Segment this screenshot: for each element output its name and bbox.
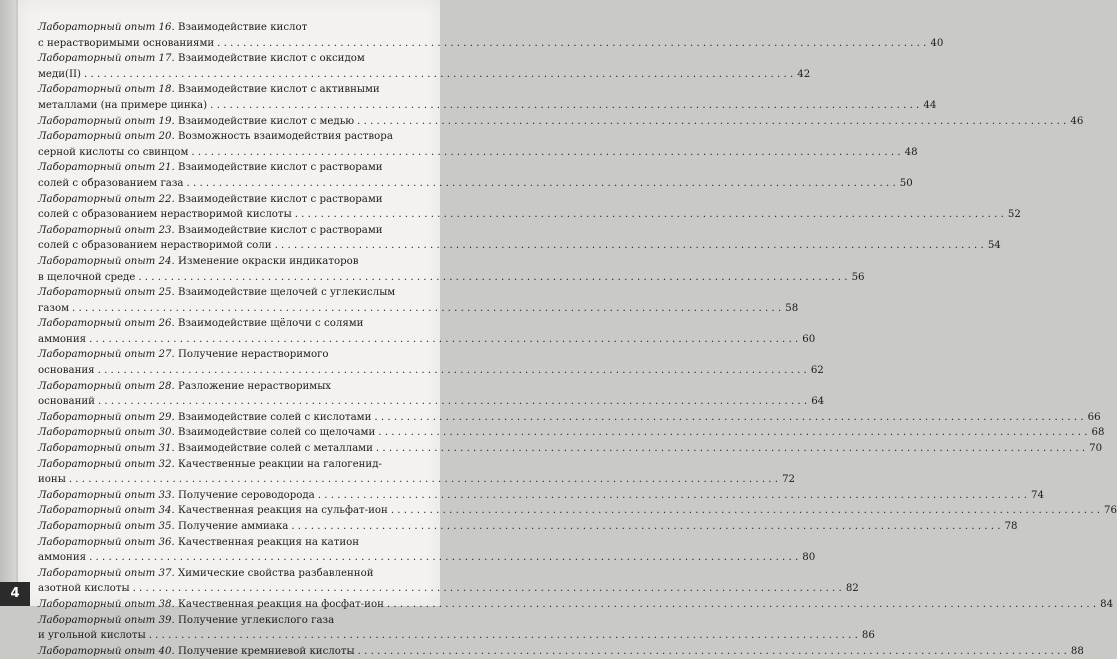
toc-entry-title: Взаимодействие кислот <box>178 22 308 33</box>
toc-text <box>38 488 315 504</box>
toc-text <box>38 20 307 36</box>
toc-line <box>38 192 432 208</box>
toc-text <box>38 332 86 348</box>
toc-entry-label: Лабораторный опыт 32. <box>38 458 175 470</box>
toc-page-number: 48 <box>904 146 918 158</box>
toc-entry-title: ионы <box>38 474 66 486</box>
toc-entry-label: Лабораторный опыт 18. <box>38 84 175 96</box>
toc-entry-label: Лабораторный опыт 27. <box>38 349 175 361</box>
toc-entry-title: солей с образованием нерастворимой соли <box>38 240 272 252</box>
toc-page-number: 80 <box>802 552 816 564</box>
toc-line <box>38 379 432 395</box>
dot-leader <box>275 238 984 254</box>
dot-leader <box>187 176 896 192</box>
toc-text <box>38 519 288 535</box>
toc-line <box>38 270 865 286</box>
toc-entry-title: Взаимодействие солей с кислотами <box>178 411 372 423</box>
toc-line <box>38 238 1001 254</box>
page-number: 4 <box>0 582 30 606</box>
toc-line <box>38 472 796 488</box>
toc-entry-label: Лабораторный опыт 36. <box>38 536 175 548</box>
toc-line <box>38 410 1101 426</box>
toc-entry-title: Взаимодействие солей с металлами <box>178 443 373 455</box>
toc-text <box>38 145 188 161</box>
toc-entry-label: Лабораторный опыт 39. <box>38 614 175 626</box>
toc-entry-title: Химические свойства разбавленной <box>178 567 374 579</box>
toc-line <box>38 441 1103 457</box>
toc-text <box>38 644 355 659</box>
toc-page-number: 72 <box>782 474 796 486</box>
toc-entry-title: Получение кремниевой кислоты <box>178 645 355 657</box>
toc-entry-label: Лабораторный опыт 31. <box>38 443 175 455</box>
toc-entry-title: в щелочной среде <box>38 271 136 283</box>
toc-line <box>38 285 432 301</box>
toc-line <box>38 114 1084 130</box>
toc-line <box>38 628 875 644</box>
toc-line <box>38 503 1117 519</box>
dot-leader <box>149 628 858 644</box>
toc-line <box>38 176 913 192</box>
toc-entry-title: оснований <box>38 396 95 408</box>
toc-entry-title: Изменение окраски индикаторов <box>178 255 359 267</box>
toc-entry-label: Лабораторный опыт 24. <box>38 255 175 267</box>
toc-line <box>38 129 432 145</box>
toc-entry-label: Лабораторный опыт 17. <box>38 53 175 65</box>
toc-page-number: 46 <box>1070 115 1084 127</box>
toc-page-number: 82 <box>845 583 859 595</box>
dot-leader <box>98 394 807 410</box>
toc-text <box>38 129 393 145</box>
toc-entry-label: Лабораторный опыт 33. <box>38 489 175 501</box>
toc-entry-label: Лабораторный опыт 23. <box>38 224 175 236</box>
toc-line <box>38 519 1018 535</box>
toc-text <box>38 535 359 551</box>
toc-entry-label: Лабораторный опыт 21. <box>38 162 175 174</box>
toc-text <box>38 316 363 332</box>
dot-leader <box>295 207 1004 223</box>
toc-entry-title: Возможность взаимодействия раствора <box>178 131 393 143</box>
toc-page-number: 64 <box>811 396 825 408</box>
toc-line <box>38 457 432 473</box>
dot-leader <box>374 410 1083 426</box>
dot-leader <box>391 503 1100 519</box>
toc-line <box>38 488 1044 504</box>
toc-page-number: 60 <box>802 333 816 345</box>
dot-leader <box>138 270 847 286</box>
dot-leader <box>358 644 1067 659</box>
toc-line <box>38 160 432 176</box>
toc-entry-title: Качественная реакция на фосфат-ион <box>178 598 384 610</box>
toc-text <box>38 628 146 644</box>
toc-entry-title: Взаимодействие кислот с активными <box>178 84 380 96</box>
toc-text <box>38 223 383 239</box>
toc-page-number: 56 <box>851 271 865 283</box>
toc-text <box>38 270 135 286</box>
toc-entry-title: основания <box>38 365 95 377</box>
toc-page-number: 40 <box>930 37 944 49</box>
toc-entry-title: Качественная реакция на сульфат-ион <box>178 505 388 517</box>
toc-line <box>38 36 944 52</box>
dot-leader <box>69 472 778 488</box>
toc-text <box>38 192 383 208</box>
toc-text <box>38 597 384 613</box>
toc-entry-label: Лабораторный опыт 35. <box>38 521 175 532</box>
toc-line <box>38 550 816 566</box>
toc-text <box>38 566 374 582</box>
toc-entry-title: азотной кислоты <box>38 583 130 595</box>
toc-entry-title: Качественные реакции на галогенид- <box>178 458 382 470</box>
toc-text <box>38 363 95 379</box>
toc-page-number: 50 <box>899 177 913 189</box>
toc-entry-label: Лабораторный опыт 37. <box>38 567 175 579</box>
toc-text <box>38 301 69 317</box>
toc-entry-label: Лабораторный опыт 19. <box>38 115 175 127</box>
toc-line <box>38 316 432 332</box>
dot-leader <box>357 114 1066 130</box>
toc-page-number: 42 <box>797 68 811 80</box>
toc-line <box>38 301 799 317</box>
toc-entry-label: Лабораторный опыт 38. <box>38 598 175 610</box>
toc-text <box>38 254 359 270</box>
toc-line <box>38 207 1021 223</box>
toc-page-number: 86 <box>861 630 875 642</box>
dot-leader <box>89 332 798 348</box>
toc-entry-title: с нерастворимыми основаниями <box>38 37 215 49</box>
toc-line <box>38 254 432 270</box>
toc-line <box>38 613 432 629</box>
toc-entry-title: металлами (на примере цинка) <box>38 99 208 111</box>
toc-entry-title: и угольной кислоты <box>38 630 146 642</box>
dot-leader <box>84 67 793 83</box>
dot-leader <box>376 441 1085 457</box>
toc-page-number: 88 <box>1070 645 1084 657</box>
toc-entry-title: Взаимодействие кислот с растворами <box>178 162 383 174</box>
toc-entry-title: солей с образованием газа <box>38 177 184 189</box>
toc-text <box>38 51 365 67</box>
dot-leader <box>318 488 1027 504</box>
dot-leader <box>191 145 900 161</box>
dot-leader <box>387 597 1096 613</box>
toc-text <box>38 114 354 130</box>
toc-line <box>38 597 1114 613</box>
toc-line <box>38 347 432 363</box>
toc-text <box>38 581 130 597</box>
toc-text <box>38 67 81 83</box>
toc-line <box>38 20 432 36</box>
toc-line <box>38 67 811 83</box>
toc-text <box>38 613 334 629</box>
toc-text <box>38 441 373 457</box>
toc-line <box>38 644 1084 659</box>
toc-text <box>38 98 207 114</box>
toc-page-number: 44 <box>923 99 937 111</box>
toc-line <box>38 145 918 161</box>
dot-leader <box>378 425 1087 441</box>
toc-line <box>38 82 432 98</box>
dot-leader <box>89 550 798 566</box>
toc-entry-label: Лабораторный опыт 20. <box>38 131 175 143</box>
toc-entry-title: серной кислоты со свинцом <box>38 146 189 158</box>
toc-entry-label: Лабораторный опыт 26. <box>38 318 175 330</box>
toc-line <box>38 394 825 410</box>
toc-page-number: 66 <box>1087 411 1101 423</box>
toc-entry-title: Взаимодействие кислот с медью <box>178 115 355 127</box>
toc-entry-title: аммония <box>38 552 87 564</box>
toc-entry-title: Взаимодействие щёлочи с солями <box>178 318 364 330</box>
toc-text <box>38 160 383 176</box>
toc-text <box>38 176 184 192</box>
toc-entry-label: Лабораторный опыт 30. <box>38 427 175 439</box>
toc-entry-title: газом <box>38 302 70 314</box>
toc-text <box>38 394 95 410</box>
toc-entry-label: Лабораторный опыт 25. <box>38 287 175 299</box>
toc-entry-title: Взаимодействие кислот с растворами <box>178 224 383 236</box>
toc-entry-label: Лабораторный опыт 16. <box>38 22 175 33</box>
toc-entry-title: аммония <box>38 333 87 345</box>
toc-line <box>38 535 432 551</box>
toc-page-number: 74 <box>1031 489 1044 501</box>
toc-page-number: 76 <box>1104 505 1117 517</box>
toc-line <box>38 223 432 239</box>
toc-text <box>38 425 375 441</box>
toc-line <box>38 51 432 67</box>
toc-entry-title: меди(II) <box>38 68 82 80</box>
toc-entry-label: Лабораторный опыт 29. <box>38 411 175 423</box>
toc-line <box>38 425 1105 441</box>
toc-page-number: 58 <box>785 302 799 314</box>
dot-leader <box>133 581 842 597</box>
toc-entry-label: Лабораторный опыт 34. <box>38 505 175 517</box>
toc-entry-title: Разложение нерастворимых <box>178 380 332 392</box>
table-of-contents <box>38 20 1117 659</box>
toc-entry-label: Лабораторный опыт 40. <box>38 645 175 657</box>
toc-text <box>38 36 214 52</box>
toc-entry-title: Получение сероводорода <box>178 489 315 501</box>
toc-entry-title: Взаимодействие кислот с растворами <box>178 193 383 205</box>
toc-text <box>38 457 382 473</box>
toc-page-number: 78 <box>1004 521 1018 532</box>
toc-entry-title: Получение углекислого газа <box>178 614 335 626</box>
toc-line <box>38 566 432 582</box>
toc-entry-title: Получение нерастворимого <box>178 349 329 361</box>
toc-entry-label: Лабораторный опыт 28. <box>38 380 175 392</box>
toc-page-number: 84 <box>1100 598 1114 610</box>
toc-text <box>38 238 272 254</box>
toc-entry-title: Качественная реакция на катион <box>178 536 360 548</box>
toc-page-number: 70 <box>1089 443 1103 455</box>
page-left-margin <box>0 0 16 606</box>
toc-text <box>38 207 292 223</box>
toc-line <box>38 332 816 348</box>
toc-text <box>38 503 388 519</box>
toc-text <box>38 285 395 301</box>
dot-leader <box>72 301 781 317</box>
toc-entry-title: Получение аммиака <box>178 521 289 532</box>
dot-leader <box>210 98 919 114</box>
dot-leader <box>291 519 1000 535</box>
dot-leader <box>217 36 926 52</box>
toc-page-number: 62 <box>810 365 824 377</box>
toc-text <box>38 472 66 488</box>
dot-leader <box>98 363 807 379</box>
toc-page-number: 54 <box>987 240 1001 252</box>
toc-text <box>38 82 380 98</box>
toc-text <box>38 550 86 566</box>
toc-line <box>38 363 824 379</box>
toc-entry-title: солей с образованием нерастворимой кислоты <box>38 209 292 221</box>
toc-entry-title: Взаимодействие солей со щелочами <box>178 427 376 439</box>
toc-line <box>38 98 937 114</box>
toc-entry-title: Взаимодействие щелочей с углекислым <box>178 287 396 299</box>
toc-entry-title: Взаимодействие кислот с оксидом <box>178 53 365 65</box>
toc-line <box>38 581 859 597</box>
toc-text <box>38 410 371 426</box>
toc-entry-label: Лабораторный опыт 22. <box>38 193 175 205</box>
toc-page-number: 52 <box>1007 209 1021 221</box>
toc-page-number: 68 <box>1091 427 1105 439</box>
toc-text <box>38 347 329 363</box>
toc-text <box>38 379 331 395</box>
